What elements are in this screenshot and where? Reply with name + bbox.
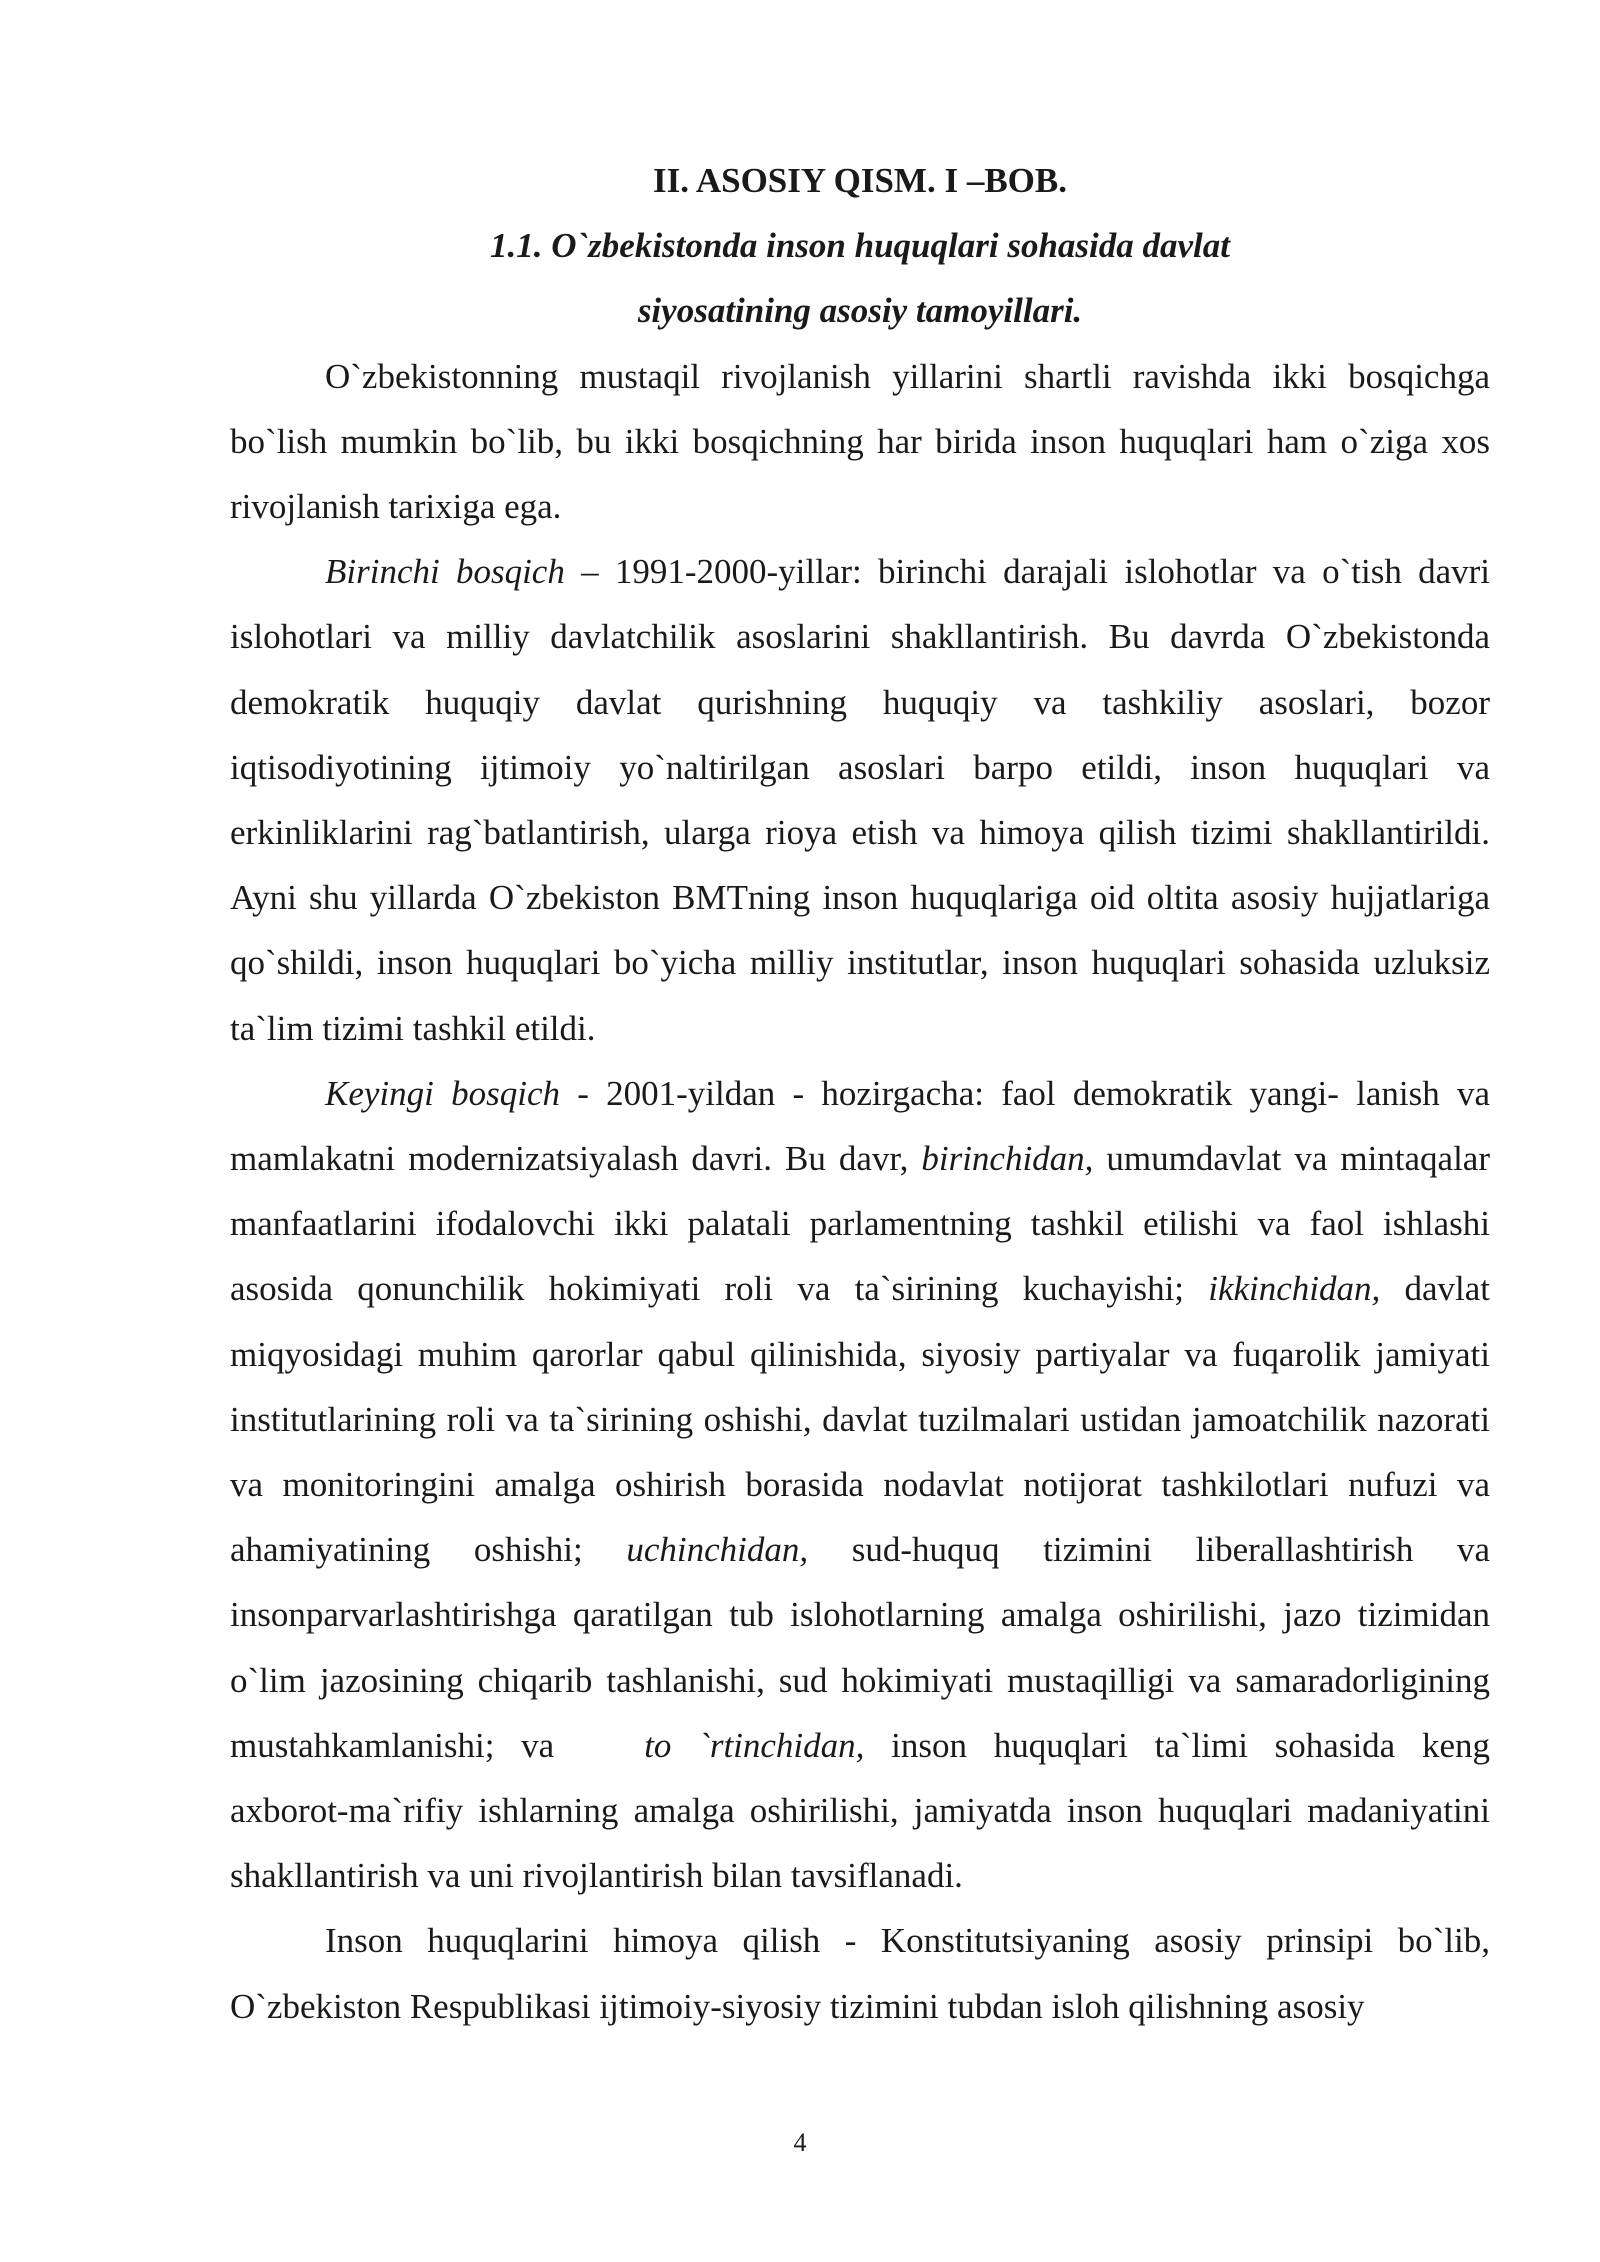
document-body — [230, 148, 1490, 2039]
subheading-line-2: siyosatining asosiy tamoyillari. — [637, 291, 1083, 331]
chapter-subheading — [230, 213, 1490, 343]
paragraph-3-text-1: - 2001-yildan - hozirgacha: faol demokratik yangi- lanish va mamlakatni modernizatsiyalash davri. Bu davr, — [230, 1073, 1491, 1179]
paragraph-3-text-5: inson huquqlari ta`limi sohasida keng axborot-ma`rifiy ishlarning amalga oshirilishi, jamiyatda inson huquqlari madaniyatini shakllantirish va uni rivojlantirish bilan tavsiflanadi. — [230, 1725, 1490, 1896]
paragraph-3-text-4: sud-huquq tizimini liberallashtirish va insonparvarlashtirishga qaratilgan tub islohotlarning amalga oshirilishi, jazo tizimidan o`lim jazosining chiqarib tashlanishi, sud hokimiyati mustaqilligi va samaradorligining mustahkamlanishi; va — [230, 1530, 1490, 1765]
paragraph-3-text-2: umumdavlat va mintaqalar manfaatlarini ifodalovchi ikki palatali parlamentning tashkil etilishi va faol ishlashi asosida qonunchilik hokimiyati roli va ta`sirining kuchayishi; — [230, 1139, 1491, 1309]
paragraph-4: Inson huquqlarini himoya qilish - Konstitutsiyaning asosiy prinsipi bo`lib, O`zbekiston Respublikasi ijtimoiy-siyosiy tizimini tubdan isloh qilishning asosiy — [230, 1921, 1490, 2026]
paragraph-2 — [230, 539, 1490, 1061]
paragraph-3-italic-3: uchinchidan, — [626, 1530, 809, 1570]
section-heading: II. ASOSIY QISM. I –BOB. — [653, 161, 1067, 200]
subheading-line-1: 1.1. O`zbekistonda inson huquqlari sohasida davlat — [489, 226, 1231, 266]
paragraph-3-italic-4: to `rtinchidan, — [644, 1725, 865, 1765]
paragraph-3-text-3: davlat miqyosidagi muhim qarorlar qabul qilinishida, siyosiy partiyalar va fuqarolik jamiyati institutlarining roli va ta`sirining oshishi, davlat tuzilmalari ustidan jamoatchilik nazorati va monitoringini amalga oshirish borasida nodavlat notijorat tashkilotlari nufuzi va ahamiyatining oshishi; — [230, 1269, 1490, 1570]
paragraph-3-italic-2: ikkinchidan, — [1208, 1269, 1381, 1309]
page-number: 4 — [793, 2128, 807, 2157]
paragraph-1: O`zbekistonning mustaqil rivojlanish yillarini shartli ravishda ikki bosqichga bo`lish mumkin bo`lib, bu ikki bosqichning har birida inson huquqlari ham o`ziga xos rivojlanish tarixiga ega. — [230, 356, 1490, 527]
paragraph-3 — [230, 1061, 1490, 1909]
paragraph-3-lead: Keyingi bosqich — [325, 1073, 560, 1113]
paragraph-2-text: – 1991-2000-yillar: birinchi darajali islohotlar va o`tish davri islohotlari va milliy davlatchilik asoslarini shakllantirish. Bu davrda O`zbekistonda demokratik huquqiy davlat qurishning huquqiy va tashkiliy asoslari, bozor iqtisodiyotining ijtimoiy yo`naltirilgan asoslari barpo etildi, inson huquqlari va erkinliklarini rag`batlantirish, ularga rioya etish va himoya qilish tizimi shakllantirildi. Ayni shu yillarda O`zbekiston BMTning inson huquqlariga oid oltita asosiy hujjatlariga qo`shildi, inson huquqlari bo`yicha milliy institutlar, inson huquqlari sohasida uzluksiz ta`lim tizimi tashkil etildi. — [230, 552, 1490, 1048]
paragraph-2-lead: Birinchi bosqich — [325, 552, 565, 592]
paragraph-3-italic-1: birinchidan, — [921, 1139, 1094, 1179]
